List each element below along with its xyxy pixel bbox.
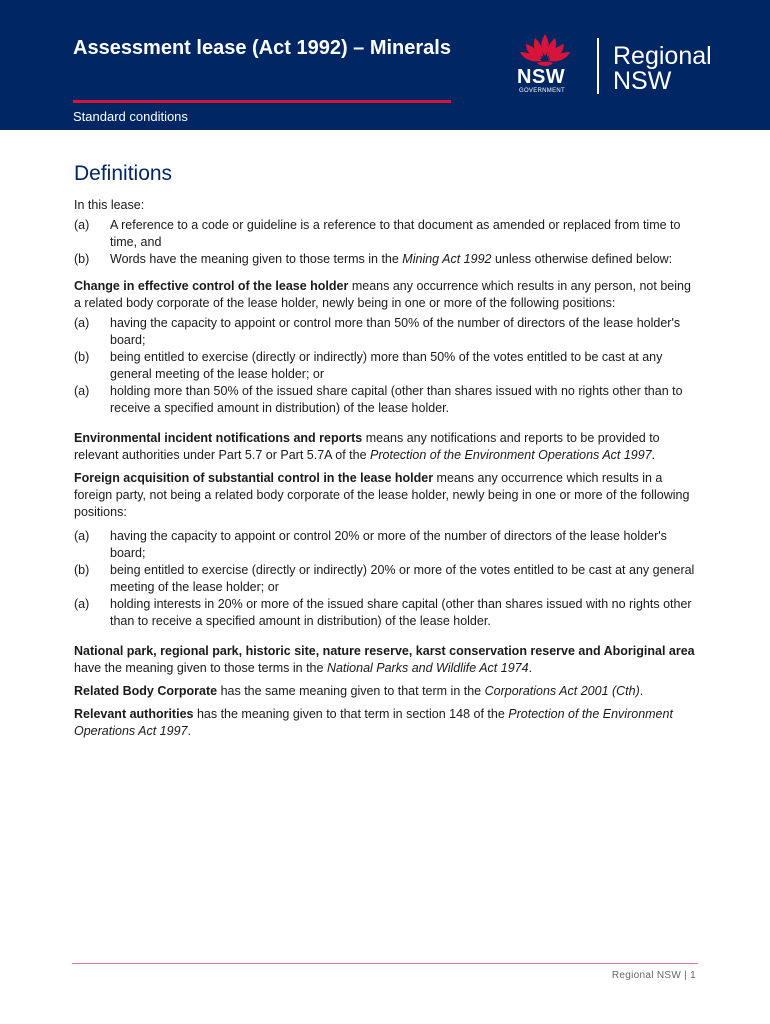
- list-item: [74, 562, 699, 596]
- definition-term: Change in effective control of the lease holder: [74, 279, 349, 293]
- page-footer: Regional NSW | 1: [611, 970, 696, 981]
- definition-text: .: [639, 684, 644, 698]
- list-label: (a): [74, 597, 90, 611]
- list-item: [74, 528, 699, 562]
- definition-term: Foreign acquisition of substantial control in the lease holder: [74, 471, 434, 485]
- nsw-regional-logo: [515, 30, 745, 100]
- definition-term: Environmental incident notifications and reports: [74, 431, 363, 445]
- list-item: [74, 596, 699, 630]
- list-text: having the capacity to appoint or control more than 50% of the number of directors of the lease holder's board;: [110, 316, 681, 347]
- list-item: [74, 383, 699, 417]
- definition-term: Related Body Corporate: [74, 684, 218, 698]
- document-body: [74, 160, 699, 740]
- list-label: (a): [74, 316, 90, 330]
- list-text: unless otherwise defined below:: [491, 252, 673, 266]
- intro-list: [74, 217, 699, 268]
- section-heading: Definitions: [74, 162, 173, 185]
- act-reference: Mining Act 1992: [402, 252, 492, 266]
- header-banner: [0, 0, 770, 130]
- change-control-list: [74, 315, 699, 417]
- definition-environmental: [74, 430, 699, 464]
- list-text: holding interests in 20% or more of the issued share capital (other than shares issued with no rights other than to receive a specified amount in distribution) of the lease holder.: [110, 597, 692, 628]
- list-text: being entitled to exercise (directly or indirectly) 20% or more of the votes entitled to be cast at any general meeting of the lease holder; or: [110, 563, 695, 594]
- logo-separator: [597, 38, 599, 94]
- list-item: [74, 349, 699, 383]
- act-reference: Corporations Act 2001 (Cth): [484, 684, 640, 698]
- list-label: (a): [74, 384, 90, 398]
- foreign-list: [74, 528, 699, 630]
- list-text: A reference to a code or guideline is a reference to that document as amended or replaced from time to time, and: [110, 218, 681, 249]
- definition-text: means any occurrence which results in a foreign party, not being a related body corporate of the lease holder, newly being in one or more of the following positions:: [74, 471, 690, 519]
- definition-change-control: [74, 278, 699, 312]
- definition-national-park: [74, 643, 699, 677]
- list-label: (a): [74, 218, 90, 232]
- definition-term: National park, regional park, historic site, nature reserve, karst conservation reserve and Aboriginal area: [74, 644, 695, 658]
- logo-nsw-text: NSW: [517, 66, 566, 88]
- list-text: having the capacity to appoint or control 20% or more of the number of directors of the lease holder's board;: [110, 529, 667, 560]
- logo-regional-line2: NSW: [613, 67, 672, 95]
- waratah-flower-icon: [515, 30, 575, 70]
- act-reference: Protection of the Environment Operations Act 1997: [74, 707, 673, 738]
- definition-text: has the same meaning given to that term in the: [217, 684, 485, 698]
- list-label: (b): [74, 350, 90, 364]
- intro-text: In this lease:: [74, 198, 145, 212]
- definition-text: .: [528, 661, 533, 675]
- list-label: (b): [74, 252, 90, 266]
- definition-text: have the meaning given to those terms in the: [74, 661, 327, 675]
- title-divider: [73, 100, 451, 103]
- logo-regional-nsw: [613, 44, 712, 94]
- logo-regional-line1: Regional: [613, 42, 712, 70]
- definition-text: .: [187, 724, 191, 738]
- document-subtitle: Standard conditions: [73, 109, 188, 124]
- definition-related-body: [74, 683, 699, 700]
- list-item: [74, 217, 699, 251]
- definition-text: has the meaning given to that term in section 148 of the: [193, 707, 509, 721]
- definition-text: means any occurrence which results in any person, not being a related body corporate of the lease holder, newly being in one or more of the following positions:: [74, 279, 691, 310]
- definition-text: .: [651, 448, 656, 462]
- list-label: (a): [74, 529, 90, 543]
- document-title: Assessment lease (Act 1992) – Minerals: [73, 37, 451, 59]
- definition-relevant-authorities: [74, 706, 699, 740]
- definition-term: Relevant authorities: [74, 707, 194, 721]
- act-reference: National Parks and Wildlife Act 1974: [326, 661, 529, 675]
- footer-divider: [72, 963, 698, 964]
- list-item: [74, 251, 699, 268]
- list-item: [74, 315, 699, 349]
- definition-foreign: [74, 470, 699, 521]
- list-label: (b): [74, 563, 90, 577]
- act-reference: Protection of the Environment Operations Act 1997: [370, 448, 652, 462]
- list-text: holding more than 50% of the issued share capital (other than shares issued with no rights other than to receive a specified amount in distribution) of the lease holder.: [110, 384, 683, 415]
- logo-government-text: GOVERNMENT: [519, 88, 566, 94]
- definition-text: means any notifications and reports to be provided to relevant authorities under Part 5.7 or Part 5.7A of the: [74, 431, 660, 462]
- list-text: being entitled to exercise (directly or indirectly) more than 50% of the votes entitled to be cast at any general meeting of the lease holder; or: [110, 350, 663, 381]
- list-text: Words have the meaning given to those terms in the: [110, 252, 403, 266]
